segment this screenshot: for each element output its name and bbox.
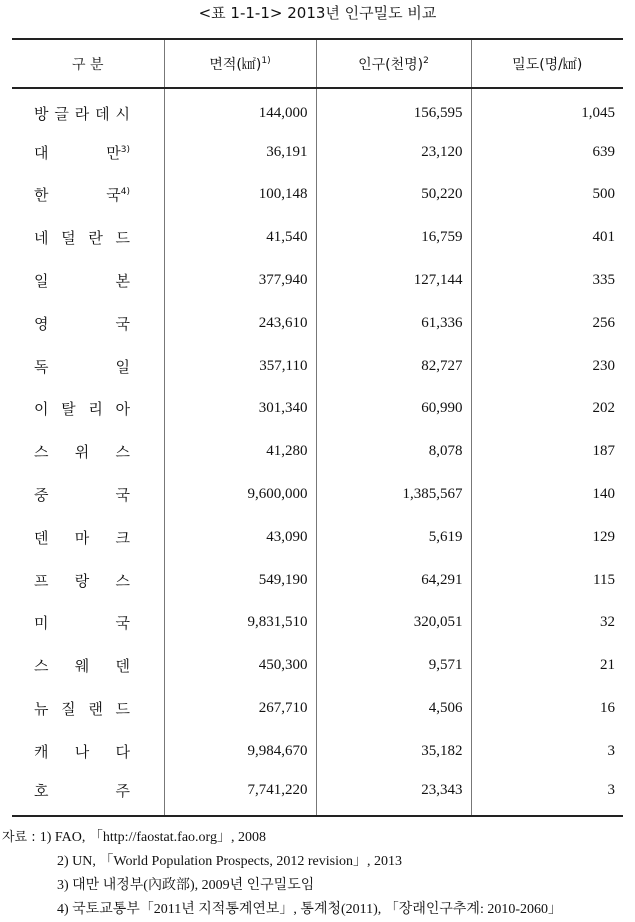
country-name-char: 중 — [34, 486, 49, 505]
header-population-label: 인구(천명) — [358, 56, 424, 73]
population-cell: 156,595 — [316, 88, 471, 131]
country-name-char: 캐 — [34, 742, 49, 761]
country-name-char: 위 — [74, 443, 90, 462]
country-name-last — [106, 184, 130, 205]
source-prefix: 자료 : — [2, 830, 40, 845]
country-name — [34, 612, 130, 633]
country-name-char: 일 — [115, 357, 130, 376]
table-row — [12, 430, 623, 473]
table-row — [12, 88, 623, 131]
population-cell: 60,990 — [316, 388, 471, 431]
country-name-cell — [12, 473, 164, 516]
country-name-char: 주 — [115, 782, 130, 801]
country-name-char: 이 — [34, 400, 49, 419]
population-cell: 4,506 — [316, 687, 471, 730]
table-row — [12, 388, 623, 431]
density-cell: 401 — [471, 216, 623, 259]
country-name-cell — [12, 516, 164, 559]
area-cell: 144,000 — [164, 88, 316, 131]
population-density-table — [12, 38, 623, 817]
density-cell: 3 — [471, 730, 623, 773]
table-row — [12, 602, 623, 645]
header-density: 밀도(명/㎢) — [471, 39, 623, 88]
country-name — [34, 270, 130, 291]
area-cell: 41,540 — [164, 216, 316, 259]
country-name-char: 랜 — [88, 700, 103, 719]
density-cell: 230 — [471, 345, 623, 388]
area-cell: 377,940 — [164, 259, 316, 302]
population-cell: 35,182 — [316, 730, 471, 773]
density-cell: 115 — [471, 559, 623, 602]
area-cell: 36,191 — [164, 131, 316, 174]
country-name-char: 덜 — [61, 229, 76, 248]
area-cell: 549,190 — [164, 559, 316, 602]
country-name-char: 드 — [115, 229, 130, 248]
table-caption: <표 1-1-1> 2013년 인구밀도 비교 — [198, 4, 437, 22]
country-name — [34, 313, 130, 334]
country-footnote: 4) — [120, 187, 130, 198]
country-name-char: 국 — [115, 314, 130, 333]
density-cell: 32 — [471, 602, 623, 645]
density-cell: 187 — [471, 430, 623, 473]
table-row — [12, 131, 623, 174]
table-header-row — [12, 39, 623, 88]
country-name — [34, 356, 130, 377]
country-name-char: 대 — [34, 143, 49, 162]
country-name-char: 일 — [34, 272, 49, 291]
country-name-cell — [12, 644, 164, 687]
country-name — [34, 227, 130, 248]
area-cell: 9,831,510 — [164, 602, 316, 645]
country-name — [34, 698, 130, 719]
population-cell: 16,759 — [316, 216, 471, 259]
country-name-cell — [12, 559, 164, 602]
table-row — [12, 259, 623, 302]
country-name-cell — [12, 730, 164, 773]
country-name-char: 질 — [61, 700, 76, 719]
area-cell: 357,110 — [164, 345, 316, 388]
country-name-char: 스 — [34, 657, 49, 676]
country-name-cell — [12, 131, 164, 174]
table-row — [12, 473, 623, 516]
country-name-char: 탈 — [61, 400, 76, 419]
population-cell: 320,051 — [316, 602, 471, 645]
area-cell: 41,280 — [164, 430, 316, 473]
country-name-char: 크 — [115, 528, 130, 547]
table-row — [12, 773, 623, 816]
country-name-last — [106, 142, 130, 163]
country-name-char: 다 — [115, 742, 130, 761]
population-cell: 82,727 — [316, 345, 471, 388]
population-cell: 61,336 — [316, 302, 471, 345]
country-name-char: 영 — [34, 314, 49, 333]
area-cell: 9,984,670 — [164, 730, 316, 773]
area-cell: 450,300 — [164, 644, 316, 687]
country-name-char: 한 — [34, 186, 49, 205]
country-name-char: 드 — [115, 700, 130, 719]
country-name-char: 시 — [115, 105, 130, 124]
table-body — [12, 88, 623, 816]
country-name-char: 만 — [106, 143, 121, 162]
header-area-label: 면적(㎢) — [209, 56, 262, 73]
density-cell: 16 — [471, 687, 623, 730]
country-name-cell — [12, 388, 164, 431]
country-name — [34, 655, 130, 676]
country-name-cell — [12, 174, 164, 217]
country-name-char: 스 — [115, 443, 130, 462]
density-cell: 639 — [471, 131, 623, 174]
table-row — [12, 516, 623, 559]
country-name-char: 랑 — [74, 571, 90, 590]
density-cell: 202 — [471, 388, 623, 431]
area-cell: 7,741,220 — [164, 773, 316, 816]
country-name-char: 나 — [74, 742, 90, 761]
table-row — [12, 687, 623, 730]
density-cell: 129 — [471, 516, 623, 559]
country-name-char: 호 — [34, 782, 49, 801]
country-name-cell — [12, 602, 164, 645]
table-row — [12, 730, 623, 773]
country-name-cell — [12, 216, 164, 259]
country-name — [34, 484, 130, 505]
density-cell: 1,045 — [471, 88, 623, 131]
country-name-cell — [12, 259, 164, 302]
country-name — [34, 780, 130, 801]
source-note-1: 1) FAO, 「http://faostat.fao.org」, 2008 — [39, 830, 266, 845]
country-name-char: 라 — [74, 105, 90, 124]
population-cell: 9,571 — [316, 644, 471, 687]
country-footnote: 3) — [120, 144, 130, 155]
country-name-char: 데 — [95, 105, 110, 124]
source-note-3: 3) 대만 내정부(內政部), 2009년 인구밀도임 — [57, 878, 315, 893]
country-name-char: 덴 — [34, 528, 49, 547]
country-name-char: 웨 — [74, 657, 90, 676]
population-cell: 23,120 — [316, 131, 471, 174]
population-cell: 1,385,567 — [316, 473, 471, 516]
area-cell: 100,148 — [164, 174, 316, 217]
density-cell: 21 — [471, 644, 623, 687]
country-name-char: 스 — [115, 571, 130, 590]
area-cell: 301,340 — [164, 388, 316, 431]
table-row — [12, 644, 623, 687]
country-name-char: 프 — [34, 571, 49, 590]
area-cell: 267,710 — [164, 687, 316, 730]
density-cell: 256 — [471, 302, 623, 345]
country-name-cell — [12, 345, 164, 388]
country-name-char: 마 — [74, 528, 90, 547]
country-name-char: 덴 — [115, 657, 130, 676]
table-row — [12, 345, 623, 388]
country-name-char: 리 — [88, 400, 103, 419]
country-name-char: 스 — [34, 443, 49, 462]
country-name-char: 네 — [34, 229, 49, 248]
country-name-char: 방 — [34, 105, 49, 124]
header-category: 구 분 — [12, 39, 164, 88]
header-area — [164, 39, 316, 88]
country-name — [34, 184, 130, 205]
country-name-char: 글 — [54, 105, 69, 124]
country-name — [34, 527, 130, 548]
table-row — [12, 216, 623, 259]
population-cell: 8,078 — [316, 430, 471, 473]
country-name-char: 란 — [88, 229, 103, 248]
table-row — [12, 302, 623, 345]
country-name — [34, 398, 130, 419]
source-note-4: 4) 국토교통부「2011년 지적통계연보」, 통계청(2011), 「장래인구추계: 2010-2060」 — [57, 902, 563, 917]
source-notes — [0, 826, 635, 922]
country-name-char: 독 — [34, 357, 49, 376]
country-name-char: 미 — [34, 614, 49, 633]
country-name — [34, 103, 130, 124]
country-name-char: 국 — [106, 186, 121, 205]
population-cell: 64,291 — [316, 559, 471, 602]
country-name — [34, 441, 130, 462]
header-area-footnote: 1) — [261, 55, 271, 66]
header-population — [316, 39, 471, 88]
population-cell: 5,619 — [316, 516, 471, 559]
table-row — [12, 559, 623, 602]
area-cell: 9,600,000 — [164, 473, 316, 516]
country-name-char: 본 — [115, 272, 130, 291]
country-name-cell — [12, 302, 164, 345]
population-cell: 127,144 — [316, 259, 471, 302]
density-cell: 335 — [471, 259, 623, 302]
population-cell: 23,343 — [316, 773, 471, 816]
country-name-cell — [12, 430, 164, 473]
country-name-char: 아 — [115, 400, 130, 419]
country-name-cell — [12, 687, 164, 730]
header-population-footnote: 2 — [423, 55, 429, 66]
table-row — [12, 174, 623, 217]
country-name-char: 뉴 — [34, 700, 49, 719]
area-cell: 43,090 — [164, 516, 316, 559]
source-note-2: 2) UN, 「World Population Prospects, 2012 revision」, 2013 — [57, 854, 402, 869]
country-name — [34, 142, 130, 163]
area-cell: 243,610 — [164, 302, 316, 345]
country-name-char: 국 — [115, 614, 130, 633]
population-cell: 50,220 — [316, 174, 471, 217]
source-note — [0, 826, 635, 850]
country-name-cell — [12, 88, 164, 131]
country-name — [34, 570, 130, 591]
density-cell: 500 — [471, 174, 623, 217]
country-name-cell — [12, 773, 164, 816]
density-cell: 3 — [471, 773, 623, 816]
country-name — [34, 741, 130, 762]
country-name-char: 국 — [115, 486, 130, 505]
density-cell: 140 — [471, 473, 623, 516]
